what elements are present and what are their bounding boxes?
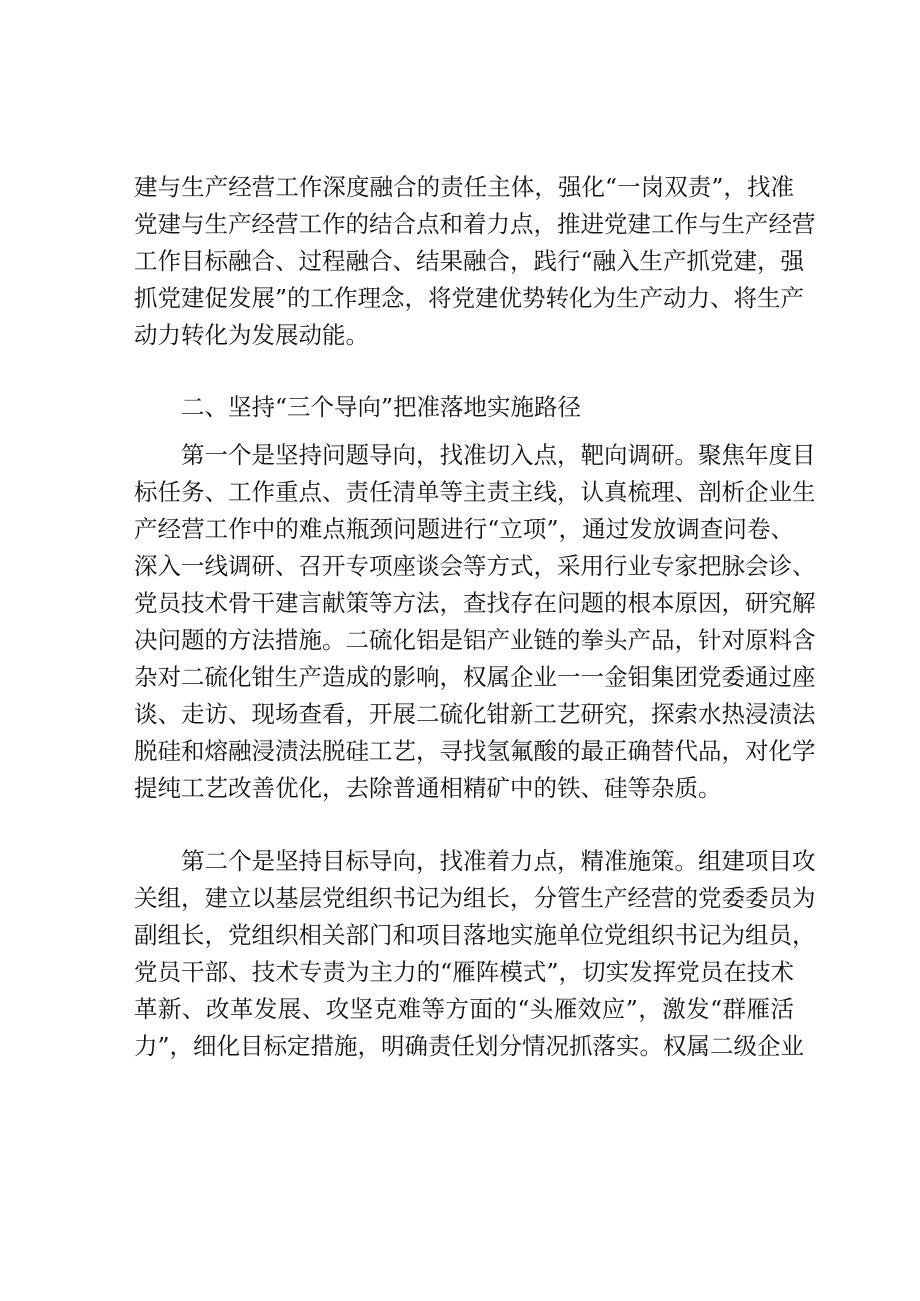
text-line: 谈、走访、现场查看，开展二硫化钳新工艺研究，探索水热浸渍法 [134, 700, 816, 728]
text-line: 决问题的方法措施。二硫化铝是铝产业链的拳头产品，针对原料含 [134, 626, 816, 654]
text-line: 党建与生产经营工作的结合点和着力点，推进党建工作与生产经营 [134, 210, 816, 238]
text-line: 产经营工作中的难点瓶颈问题进行“立项”，通过发放调查问卷、 [134, 515, 794, 543]
text-line: 动力转化为发展动能。 [134, 321, 369, 349]
text-line: 力”，细化目标定措施，明确责任划分情况抓落实。权属二级企业 [134, 1032, 805, 1060]
text-line: 第一个是坚持问题导向，找准切入点，靶向调研。聚焦年度目 [181, 441, 816, 469]
text-line: 副组长，党组织相关部门和项目落地实施单位党组织书记为组员， [134, 921, 816, 949]
paragraph-problem-oriented [134, 437, 816, 807]
text-line: 关组，建立以基层党组织书记为组长，分管生产经营的党委委员为 [134, 884, 816, 912]
paragraph-goal-oriented [134, 843, 816, 1065]
section-heading: 二、坚持“三个导向”把准落地实施路径 [181, 393, 582, 421]
text-line: 标任务、工作重点、责任清单等主责主线，认真梳理、剖析企业生 [134, 478, 816, 506]
text-line: 提纯工艺改善优化，去除普通相精矿中的铁、硅等杂质。 [134, 774, 722, 802]
paragraph-continuation [134, 169, 816, 354]
text-line: 第二个是坚持目标导向，找准着力点，精准施策。组建项目攻 [181, 847, 816, 875]
text-line: 杂对二硫化钳生产造成的影响，权属企业一一金钼集团党委通过座 [134, 663, 816, 691]
text-line: 脱硅和熔融浸渍法脱硅工艺，寻找氢氟酸的最正确替代品，对化学 [134, 737, 816, 765]
section-heading-block [134, 389, 794, 426]
text-line: 党员技术骨干建言献策等方法，查找存在问题的根本原因，研究解 [134, 589, 816, 617]
text-line: 建与生产经营工作深度融合的责任主体，强化“一岗双责”，找准 [134, 173, 794, 201]
text-line: 抓党建促发展”的工作理念，将党建优势转化为生产动力、将生产 [134, 284, 805, 312]
text-line: 工作目标融合、过程融合、结果融合，践行“融入生产抓党建，强 [134, 247, 805, 275]
text-line: 党员干部、技术专责为主力的“雁阵模式”，切实发挥党员在技术 [134, 958, 794, 986]
text-line: 革新、改革发展、攻坚克难等方面的“头雁效应”，激发“群雁活 [134, 995, 794, 1023]
text-line: 深入一线调研、召开专项座谈会等方式，采用行业专家把脉会诊、 [134, 552, 816, 580]
